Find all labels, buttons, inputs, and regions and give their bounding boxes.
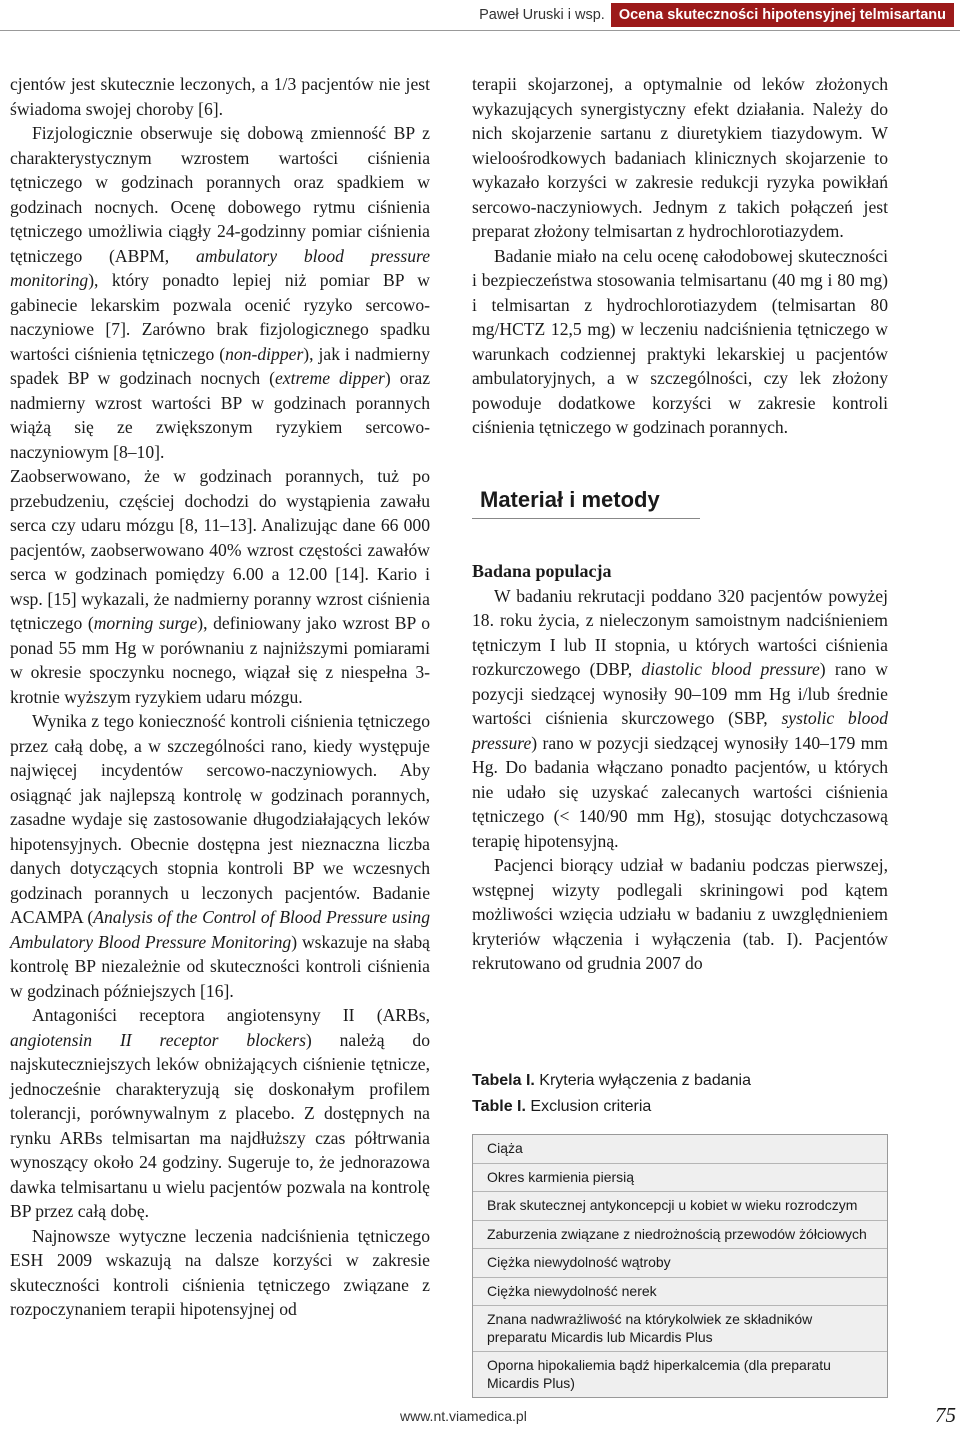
table-row: Brak skutecznej antykoncepcji u kobiet w wieku rozrodczym bbox=[473, 1192, 887, 1221]
footer-url: www.nt.viamedica.pl bbox=[400, 1408, 527, 1424]
table-title-pl: Tabela I. Kryteria wyłączenia z badania bbox=[472, 1072, 751, 1089]
right-column bbox=[472, 72, 888, 976]
exclusion-table bbox=[472, 1134, 888, 1398]
paragraph: Pacjenci biorący udział w badaniu podczas pierwszej, wstępnej wizyty podlegali skriningowi pod kątem możliwości wzięcia udziału w badaniu z uwzględnieniem kryteriów włączenia i wyłączenia (tab. I). Pacjentów rekrutowano od grudnia 2007 do bbox=[472, 855, 888, 973]
paragraph: terapii skojarzonej, a optymalnie od leków złożonych wykazujących synergistyczny efekt działania. Należy do nich skojarzenie sartanu z diuretykiem tiazydowym. W wieloośrodkowych badaniach klinicznych skojarzenie to wykazało korzyści w zakresie redukcji ryzyka powikłań sercowo-naczyniowych. Jednym z takich połączeń jest preparat złożony telmisartan z hydrochlorotiazydem. bbox=[472, 74, 888, 241]
paragraph: Antagoniści receptora angiotensyny II (ARBs, angiotensin II receptor blockers) należą do najskuteczniejszych leków obniżających ciśnienie tętnicze, jednocześnie charakteryzują się doskonałym profilem tolerancji, porównywalnym z placebo. Z dostępnych na rynku ARBs telmisartan ma najdłuższy czas półtrwania wynoszący około 24 godziny. Sugeruje to, że jednorazowa dawka telmisartanu u wielu pacjentów pozwala na kontrolę BP przez całą dobę. bbox=[10, 1005, 430, 1221]
table-row: Oporna hipokaliemia bądź hiperkalcemia (dla preparatu Micardis Plus) bbox=[487, 1357, 831, 1391]
paragraph: W badaniu rekrutacji poddano 320 pacjentów powyżej 18. roku życia, z nieleczonym samoistnym nadciśnieniem tętniczym I lub II stopnia, u których wartości ciśnienia rozkurczowego (DBP, diastolic blood pressure) rano w pozycji siedzącej wynosiły 90–109 mm Hg i/lub średnie wartości ciśnienia skurczowego (SBP, systolic blood pressure) rano w pozycji siedzącej wynosiły 140–179 mm Hg. Do badania włączano ponadto pacjentów, u których nie udało się uzyskać zalecanych wartości ciśnienia tętniczego (< 140/90 mm Hg), stosując dotychczasową terapię hipotensyjną. bbox=[472, 585, 888, 851]
table-row: Okres karmienia piersią bbox=[473, 1164, 887, 1193]
left-column bbox=[10, 72, 430, 1322]
table-row: Ciężka niewydolność wątroby bbox=[473, 1249, 887, 1278]
page-number: 75 bbox=[935, 1403, 956, 1427]
paragraph: Wynika z tego konieczność kontroli ciśnienia tętniczego przez całą dobę, a w szczególności rano, kiedy występuje najwięcej incydentów sercowo-naczyniowych. Aby osiągnąć jak najlepszą kontrolę w godzinach porannych, zasadne wydaje się zastosowanie długodziałających leków hipotensyjnych. Obecnie dostępna jest nieznaczna liczba danych dotyczących stopnia kontroli BP we wczesnych godzinach porannych u leczonych pacjentów. Badanie ACAMPA (Analysis of the Control of Blood Pressure using Ambulatory Blood Pressure Monitoring) wskazuje na słabą kontrolę BP niezależnie od skuteczności kontroli ciśnienia w godzinach późniejszych [16]. bbox=[10, 711, 431, 1001]
section-heading: Materiał i metody bbox=[472, 484, 700, 520]
paragraph: Najnowsze wytyczne leczenia nadciśnienia tętniczego ESH 2009 wskazują na dalsze korzyści w zakresie skuteczności kontroli ciśnienia tętniczego związane z rozpoczynaniem terapii hipotensyjnej od bbox=[10, 1225, 430, 1319]
running-header bbox=[479, 0, 960, 30]
header-title: Ocena skuteczności hipotensyjnej telmisartanu bbox=[611, 3, 954, 27]
table-row: Ciężka niewydolność nerek bbox=[473, 1278, 887, 1307]
subsection-heading: Badana populacja bbox=[472, 561, 612, 581]
table-row: Ciąża bbox=[473, 1135, 887, 1164]
table-row: Znana nadwrażliwość na którykolwiek ze składników preparatu Micardis lub Micardis Plus bbox=[473, 1306, 887, 1352]
table-caption bbox=[472, 1068, 886, 1120]
table-row: Zaburzenia związane z niedrożnością przewodów żółciowych bbox=[473, 1221, 887, 1250]
paragraph: cjentów jest skutecznie leczonych, a 1/3 pacjentów nie jest świadoma swojej choroby [6]. bbox=[10, 74, 430, 119]
header-authors: Paweł Uruski i wsp. bbox=[479, 7, 605, 23]
table-title-en: Table I. Exclusion criteria bbox=[472, 1098, 652, 1115]
paragraph: Fizjologicznie obserwuje się dobową zmienność BP z charakterystycznym wzrostem wartości ciśnienia tętniczego w godzinach porannych oraz spadkiem w godzinach nocnych. Ocenę dobowego rytmu ciśnienia tętniczego umożliwia ciągły 24-godzinny pomiar ciśnienia tętniczego (ABPM, ambulatory blood pressure monitoring), który ponadto lepiej niż pomiar BP w gabinecie lekarskim pozwala ocenić ryzyko sercowo-naczyniowe [7]. Zarówno brak fizjologicznego spadku wartości ciśnienia tętniczego (non-dipper), jak i nadmierny spadek BP w godzinach nocnych (extreme dipper) oraz nadmierny wzrost wartości BP w godzinach porannych wiążą się ze zwiększonym ryzykiem sercowo-naczyniowym [8–10]. bbox=[10, 123, 430, 462]
header-rule bbox=[0, 30, 960, 31]
paragraph: Badanie miało na celu ocenę całodobowej skuteczności i bezpieczeństwa stosowania telmisartanu (40 mg i 80 mg) i telmisartan z hydrochlorotiazydem (telmisartan 80 mg/HCTZ 12,5 mg) w leczeniu nadciśnienia tętniczego w warunkach codziennej praktyki lekarskiej u pacjentów ambulatoryjnych, a w szczególności, czy lek złożony powoduje dodatkowe korzyści w zakresie kontroli ciśnienia tętniczego w godzinach porannych. bbox=[472, 245, 888, 437]
paragraph: Zaobserwowano, że w godzinach porannych, tuż po przebudzeniu, częściej dochodzi do wystąpienia zawału serca czy udaru mózgu [8, 11–13]. Analizując dane 66 000 pacjentów, zaobserwowano 40% wzrost częstości zawałów serca w godzinach pomiędzy 6.00 a 12.00 [14]. Kario i wsp. [15] wykazali, że nadmierny poranny wzrost ciśnienia tętniczego (morning surge), definiowany jako wzrost BP o ponad 55 mm Hg w porównaniu z najniższymi pomiarami w okresie spoczynku nocnego, wiązał się z niespełna 3-krotnie wyższym ryzykiem udaru mózgu. bbox=[10, 466, 430, 707]
